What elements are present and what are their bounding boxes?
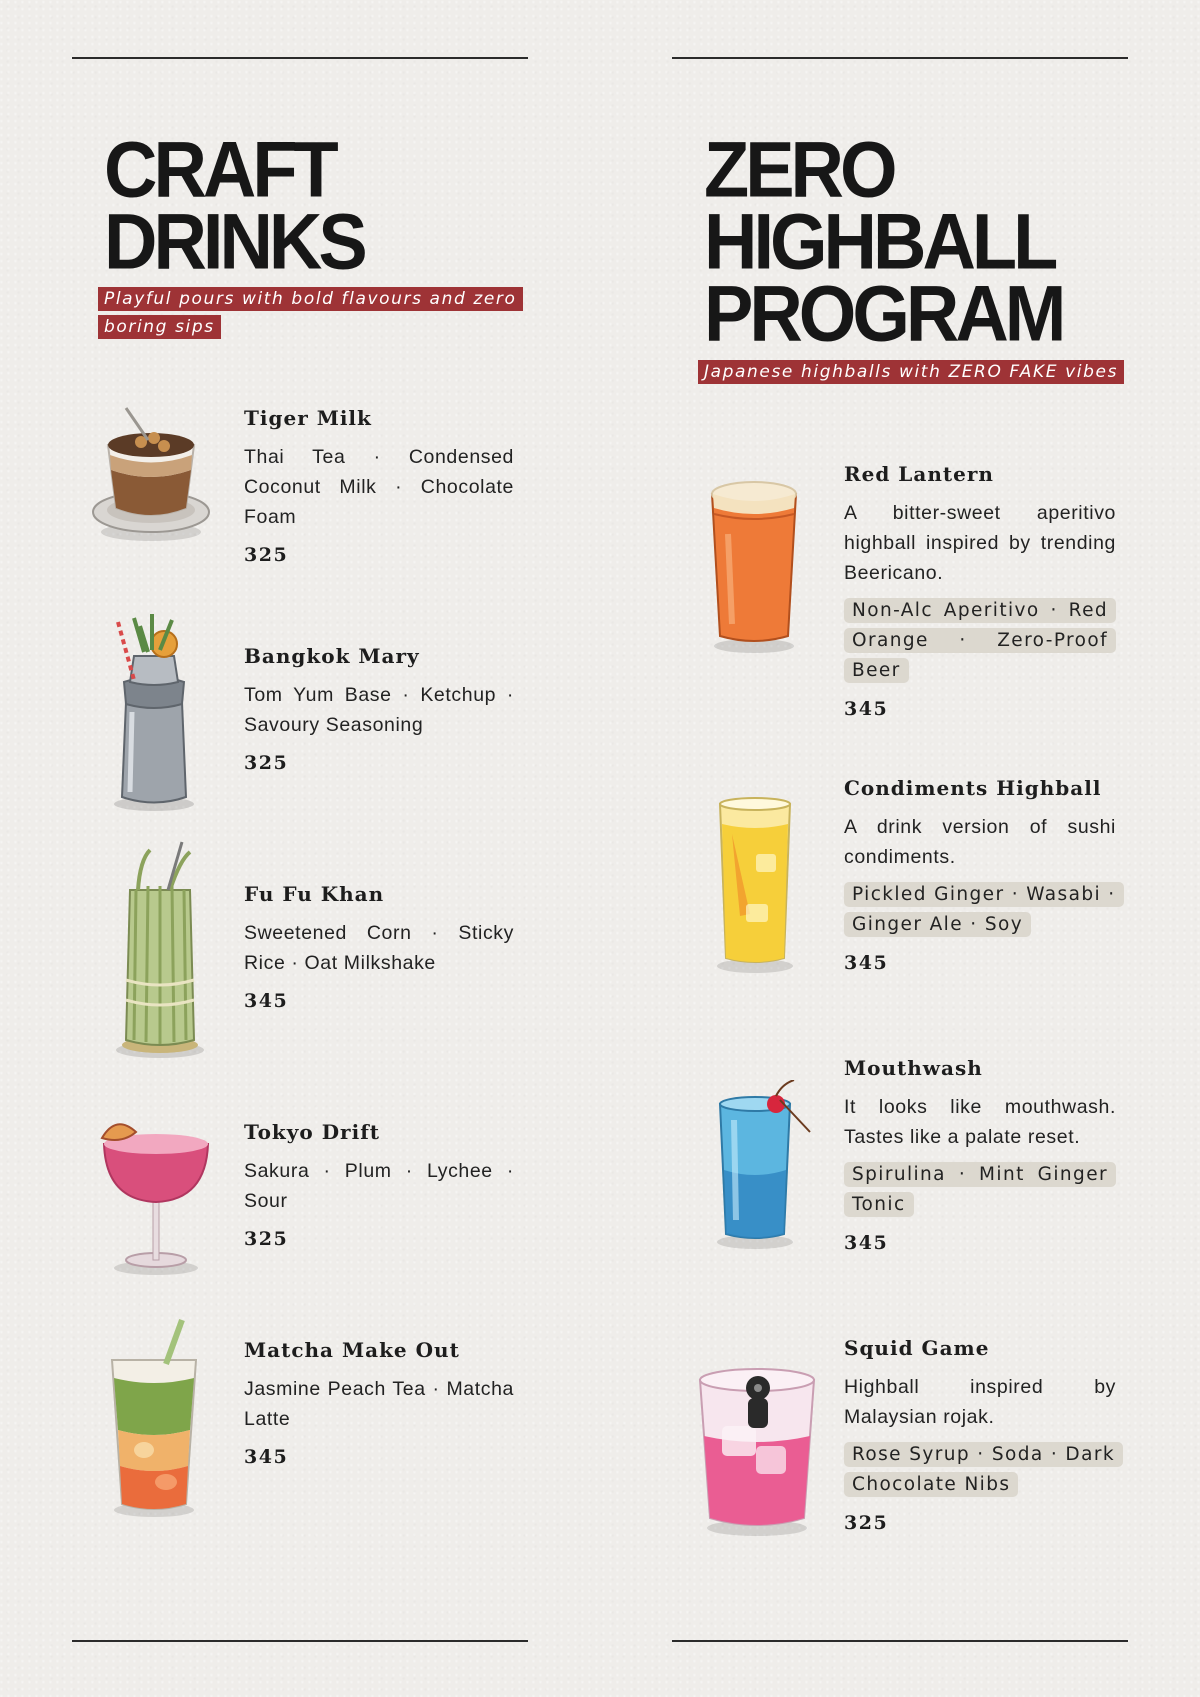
- cocktail-shaker-icon: [104, 612, 204, 812]
- yellow-highball-icon: [710, 794, 800, 974]
- item-description: Sweetened Corn · Sticky Rice · Oat Milkshake: [244, 922, 514, 974]
- craft-title-line-2: DRINKS: [104, 197, 364, 286]
- item-tags-text: Spirulina · Mint Ginger Tonic: [844, 1162, 1116, 1217]
- craft-tagline-text: Playful pours with bold flavours and zero boring sips: [98, 287, 523, 339]
- menu-item-red-lantern: [844, 462, 1116, 720]
- menu-item-bangkok-mary: [244, 644, 514, 774]
- item-tags: [844, 880, 1116, 940]
- item-description: A bitter-sweet aperitivo highball inspired by trending Beericano.: [844, 502, 1116, 584]
- zero-tagline-text: Japanese highballs with ZERO FAKE vibes: [698, 360, 1124, 384]
- craft-title-line-1: CRAFT: [104, 125, 335, 214]
- item-name: Tokyo Drift: [244, 1120, 381, 1144]
- pink-rocks-glass-icon: [692, 1356, 822, 1536]
- item-name: Matcha Make Out: [244, 1338, 460, 1362]
- zero-title-line-2: HIGHBALL: [704, 197, 1055, 286]
- zero-title-line-3: PROGRAM: [704, 269, 1063, 358]
- item-name: Bangkok Mary: [244, 644, 420, 668]
- item-tags-text: Rose Syrup · Soda · Dark Chocolate Nibs: [844, 1442, 1123, 1497]
- corn-husk-glass-icon: [110, 840, 210, 1060]
- item-description: Highball inspired by Malaysian rojak.: [844, 1376, 1116, 1428]
- item-price: 325: [244, 1228, 289, 1250]
- item-price: 345: [844, 698, 889, 720]
- menu-item-squid-game: [844, 1336, 1116, 1534]
- menu-item-condiments-highball: [844, 776, 1116, 974]
- item-name: Tiger Milk: [244, 406, 372, 430]
- item-price: 345: [844, 952, 889, 974]
- item-description: It looks like mouthwash. Tastes like a palate reset.: [844, 1096, 1116, 1148]
- item-description: Sakura · Plum · Lychee · Sour: [244, 1160, 514, 1212]
- zero-highball-title: [704, 125, 1063, 358]
- layered-matcha-glass-icon: [104, 1318, 204, 1518]
- item-price: 345: [244, 1446, 289, 1468]
- item-tags: [844, 1160, 1116, 1220]
- menu-item-tiger-milk: [244, 406, 514, 566]
- blue-highball-icon: [710, 1080, 820, 1250]
- item-name: Mouthwash: [844, 1056, 983, 1080]
- item-tags-text: Pickled Ginger · Wasabi · Ginger Ale · Soy: [844, 882, 1124, 937]
- menu-item-mouthwash: [844, 1056, 1116, 1254]
- zero-tagline: [698, 358, 1128, 386]
- craft-tagline: [98, 285, 528, 341]
- item-name: Red Lantern: [844, 462, 994, 486]
- coupe-glass-icon: [96, 1108, 216, 1278]
- item-name: Squid Game: [844, 1336, 990, 1360]
- menu-item-matcha-make-out: [244, 1338, 514, 1468]
- item-price: 325: [244, 752, 289, 774]
- zero-highball-column: [600, 0, 1200, 1697]
- item-description: Jasmine Peach Tea · Matcha Latte: [244, 1378, 514, 1430]
- iced-coffee-glass-icon: [86, 400, 216, 550]
- zero-title-line-1: ZERO: [704, 125, 894, 214]
- item-tags: [844, 1440, 1116, 1500]
- item-name: Condiments Highball: [844, 776, 1102, 800]
- item-price: 325: [844, 1512, 889, 1534]
- item-price: 345: [844, 1232, 889, 1254]
- beer-pint-icon: [704, 474, 804, 654]
- item-description: Thai Tea · Condensed Coconut Milk · Chocolate Foam: [244, 446, 514, 528]
- item-price: 325: [244, 544, 289, 566]
- craft-drinks-title: [104, 125, 364, 286]
- menu-item-fu-fu-khan: [244, 882, 514, 1012]
- item-price: 345: [244, 990, 289, 1012]
- item-tags-text: Non-Alc Aperitivo · Red Orange · Zero-Proof Beer: [844, 598, 1116, 683]
- item-name: Fu Fu Khan: [244, 882, 385, 906]
- item-description: A drink version of sushi condiments.: [844, 816, 1116, 868]
- item-tags: [844, 596, 1116, 686]
- menu-item-tokyo-drift: [244, 1120, 514, 1250]
- item-description: Tom Yum Base · Ketchup · Savoury Seasoning: [244, 684, 514, 736]
